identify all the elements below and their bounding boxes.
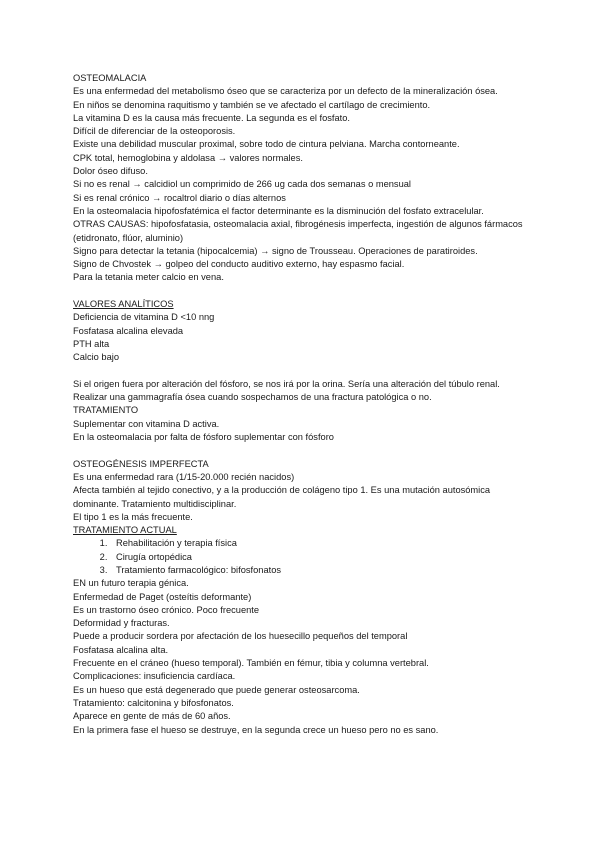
paragraph-line: Aparece en gente de más de 60 años. (73, 711, 231, 722)
paragraph-line: Difícil de diferenciar de la osteoporosis. (73, 126, 236, 137)
paragraph-line: Complicaciones: insuficiencia cardíaca. (73, 671, 236, 682)
paragraph-line: Signo para detectar la tetania (hipocalcemia) → signo de Trousseau. Operaciones de paratiroides. (73, 245, 478, 256)
document-body (73, 72, 533, 737)
paragraph-line: Si el origen fuera por alteración del fósforo, se nos irá por la orina. Sería una alteración del túbulo renal. (73, 378, 500, 389)
paragraph-line: Dolor óseo difuso. (73, 166, 148, 177)
paragraph-line: Es un hueso que está degenerado que puede generar osteosarcoma. (73, 684, 360, 695)
paragraph-line: Suplementar con vitamina D activa. (73, 418, 220, 429)
paragraph-line: Es una enfermedad del metabolismo óseo que se caracteriza por un defecto de la mineralización ósea. (73, 86, 498, 97)
paragraph-line: Calcio bajo (73, 352, 119, 363)
paragraph-line: En la osteomalacia hipofosfatémica el factor determinante es la disminución del fosfato extracelular. (73, 205, 484, 216)
paragraph-line: Si es renal crónico → rocaltrol diario o días alternos (73, 192, 286, 203)
paragraph-line: PTH alta (73, 338, 110, 349)
paragraph-line: EN un futuro terapia génica. (73, 578, 189, 589)
paragraph-line: En niños se denomina raquitismo y también se ve afectado el cartílago de crecimiento. (73, 99, 431, 110)
list-item: 3. Tratamiento farmacológico: bifosfonatos (110, 564, 533, 577)
section-title-valores: VALORES ANALÍTICOS (73, 299, 174, 310)
paragraph-line: Fosfatasa alcalina elevada (73, 325, 184, 336)
paragraph-line: Frecuente en el cráneo (hueso temporal). También en fémur, tibia y columna vertebral. (73, 658, 429, 669)
paragraph-line: El tipo 1 es la más frecuente. (73, 511, 193, 522)
list-item: 2. Cirugía ortopédica (110, 551, 533, 564)
paragraph-line: Tratamiento: calcitonina y bifosfonatos. (73, 697, 234, 708)
paragraph-line: Para la tetania meter calcio en vena. (73, 272, 224, 283)
paragraph-line: Si no es renal → calcidiol un comprimido de 266 ug cada dos semanas o mensual (73, 179, 411, 190)
paragraph-line: Fosfatasa alcalina alta. (73, 644, 169, 655)
paragraph-line: La vitamina D es la causa más frecuente. La segunda es el fosfato. (73, 112, 351, 123)
section-title-osteomalacia: OSTEOMALACIA (73, 73, 147, 83)
paragraph-line: Es una enfermedad rara (1/15-20.000 recién nacidos) (73, 471, 295, 482)
spacer (73, 444, 533, 457)
paragraph-line: Signo de Chvostek → golpeo del conducto auditivo externo, hay espasmo facial. (73, 259, 405, 270)
paragraph-line: OTRAS CAUSAS: hipofosfatasia, osteomalacia axial, fibrogénesis imperfecta, ingestión de algunos fármacos (etidronato, flúor, aluminio) (73, 219, 523, 243)
list-item: 1. Rehabilitación y terapia física (110, 537, 533, 550)
section-title-paget: Enfermedad de Paget (osteítis deformante) (73, 591, 252, 602)
paragraph-line: En la osteomalacia por falta de fósforo suplementar con fósforo (73, 432, 334, 443)
spacer (73, 365, 533, 378)
paragraph-line: Realizar una gammagrafía ósea cuando sospechamos de una fractura patológica o no. (73, 392, 432, 403)
paragraph-line: Afecta también al tejido conectivo, y a la producción de colágeno tipo 1. Es una mutación autosómica dominante. Tratamiento multidisciplinar. (73, 485, 491, 509)
treatment-list (73, 537, 533, 577)
paragraph-line: En la primera fase el hueso se destruye, en la segunda crece un hueso pero no es sano. (73, 724, 439, 735)
section-title-osteogenesis: OSTEOGÉNESIS IMPERFECTA (73, 458, 209, 469)
paragraph-line: Es un trastorno óseo crónico. Poco frecuente (73, 604, 260, 615)
spacer (73, 285, 533, 298)
paragraph-line: Puede a producir sordera por afectación de los huesecillo pequeños del temporal (73, 631, 408, 642)
paragraph-line: Deficiencia de vitamina D <10 nng (73, 312, 215, 323)
section-title-tratamiento: TRATAMIENTO (73, 405, 139, 416)
paragraph-line: CPK total, hemoglobina y aldolasa → valores normales. (73, 152, 303, 163)
paragraph-line: Deformidad y fracturas. (73, 618, 170, 629)
section-title-tratamiento-actual: TRATAMIENTO ACTUAL (73, 525, 177, 536)
paragraph-line: Existe una debilidad muscular proximal, sobre todo de cintura pelviana. Marcha contorneante. (73, 139, 460, 150)
